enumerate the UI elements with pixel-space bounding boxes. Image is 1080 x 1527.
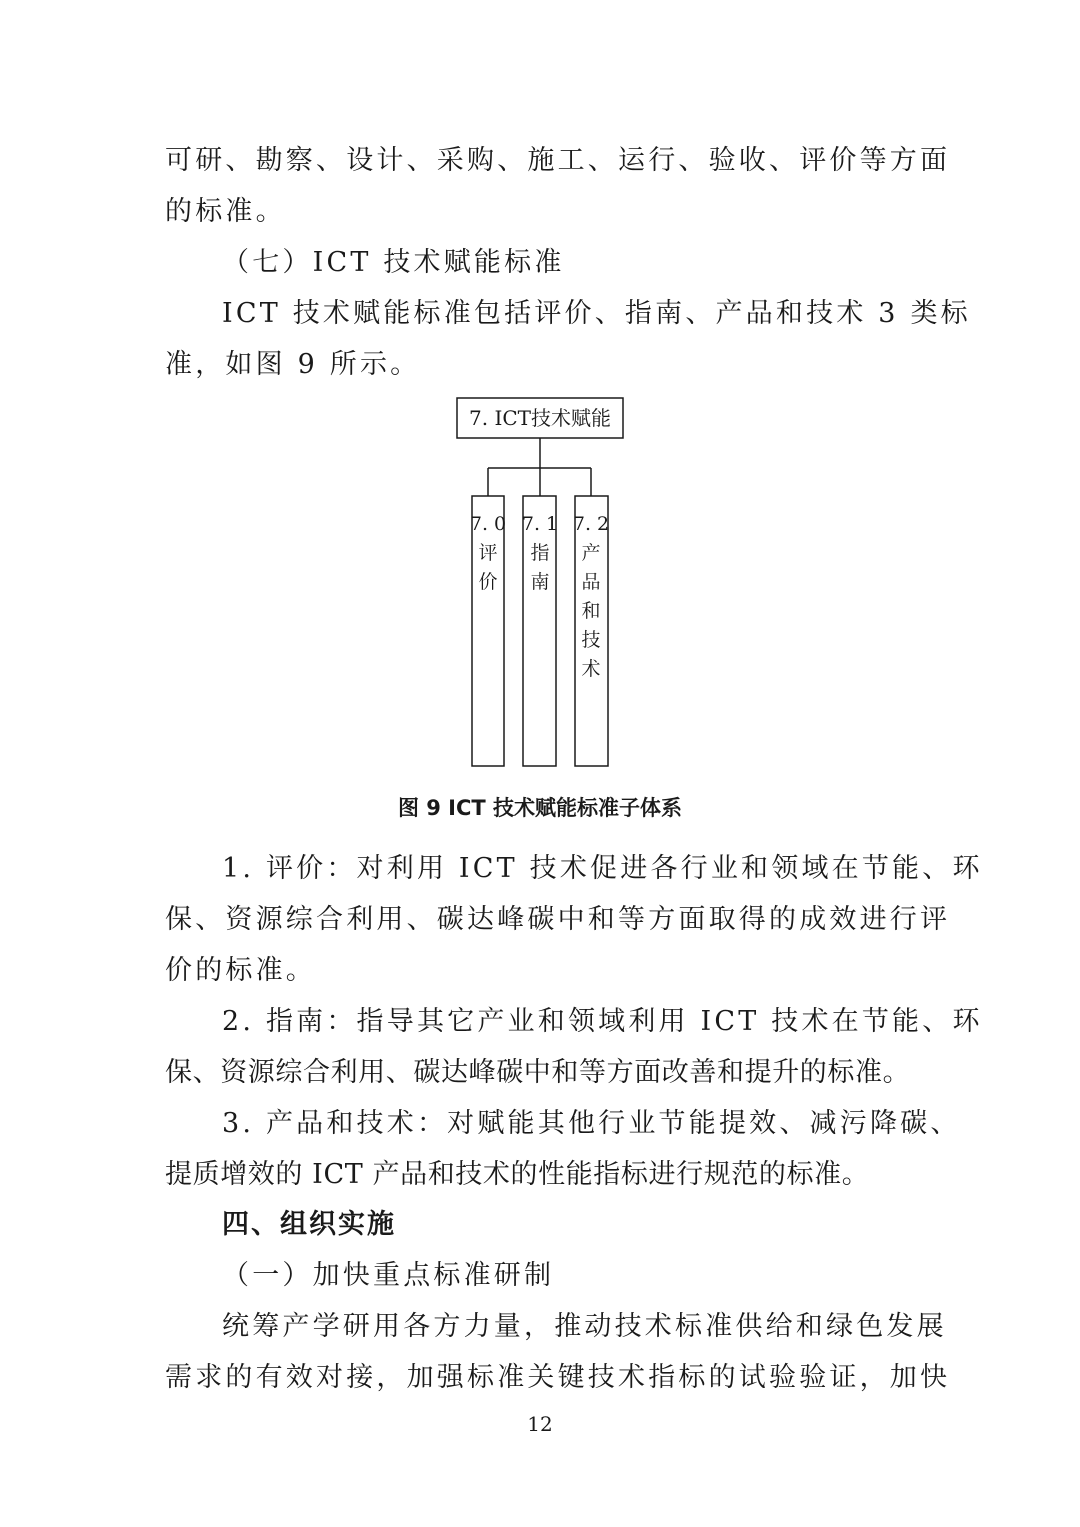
list-item-line: 保、资源综合利用、碳达峰碳中和等方面取得的成效进行评 [165,904,951,935]
diagram-child-label-line: 和 [581,600,601,622]
diagram-child-label-line: 7. 2 [572,513,610,535]
list-item-line: 保、资源综合利用、碳达峰碳中和等方面改善和提升的标准。 [165,1057,911,1088]
diagram-child-label-line: 7. 1 [521,513,559,535]
diagram-child-label-line: 价 [478,571,498,593]
diagram-child-box-evaluation [469,496,507,766]
list-item-line: 1. 评价：对利用 ICT 技术促进各行业和领域在节能、环 [222,853,983,884]
diagram-child-label-line: 品 [581,571,601,593]
page-number: 12 [527,1412,553,1436]
section-heading: （七）ICT 技术赋能标准 [222,247,565,278]
paragraph-line: 的标准。 [165,196,286,227]
diagram-child-label-line: 指 [530,542,550,564]
paragraph-line: 需求的有效对接，加强标准关键技术指标的试验验证，加快 [165,1362,951,1393]
part-heading: 四、组织实施 [222,1209,396,1240]
diagram-child-box-guide [521,496,559,766]
paragraph-line: 统筹产学研用各方力量，推动技术标准供给和绿色发展 [222,1311,947,1342]
list-item-line: 价的标准。 [165,955,316,986]
diagram-child-label-line: 南 [530,571,550,593]
list-item-line: 3. 产品和技术：对赋能其他行业节能提效、减污降碳、 [222,1108,961,1139]
diagram-root-label: 7. ICT技术赋能 [469,406,611,430]
list-item-line: 提质增效的 ICT 产品和技术的性能指标进行规范的标准。 [165,1159,870,1190]
diagram-child-label-line: 产 [581,542,601,564]
paragraph-line: ICT 技术赋能标准包括评价、指南、产品和技术 3 类标 [222,298,971,329]
sub-heading: （一）加快重点标准研制 [222,1260,555,1291]
figure-caption: 图 9 ICT 技术赋能标准子体系 [397,796,683,820]
diagram-child-label-line: 术 [581,658,601,680]
paragraph-line: 准，如图 9 所示。 [165,349,421,380]
diagram-child-label-line: 评 [478,542,498,564]
list-item-line: 2. 指南：指导其它产业和领域利用 ICT 技术在节能、环 [222,1006,983,1037]
paragraph-line: 可研、勘察、设计、采购、施工、运行、验收、评价等方面 [165,145,951,176]
diagram-child-label-line: 技 [581,629,601,651]
diagram-child-label-line: 7. 0 [469,513,507,535]
